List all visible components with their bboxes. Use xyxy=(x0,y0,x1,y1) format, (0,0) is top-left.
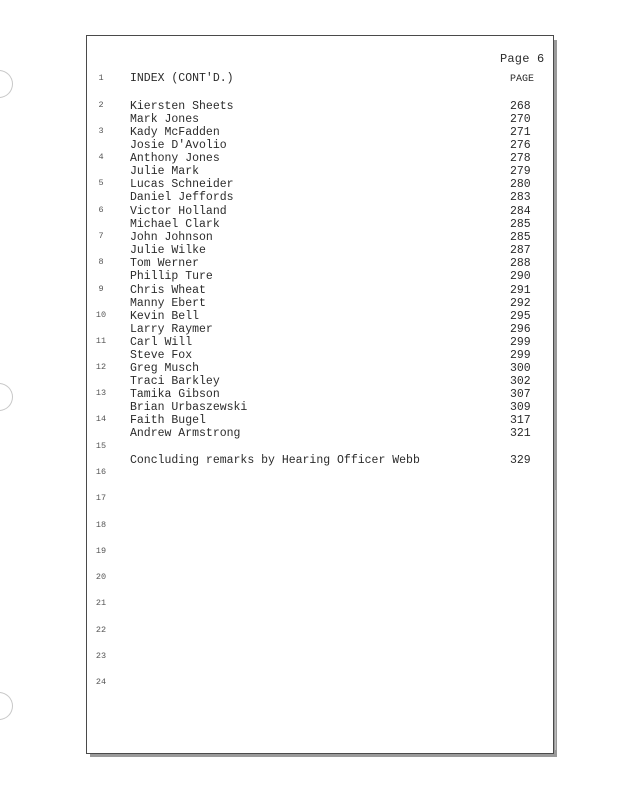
index-entry xyxy=(130,165,540,178)
index-entry xyxy=(130,191,540,204)
index-entry xyxy=(130,414,540,427)
line-number: 13 xyxy=(95,388,107,398)
index-entry xyxy=(130,244,540,257)
line-number: 17 xyxy=(95,493,107,503)
entry-page: 283 xyxy=(510,191,531,204)
entry-name: Lucas Schneider xyxy=(130,178,234,191)
sheet-shadow-bottom xyxy=(90,754,557,757)
page-number-label: Page 6 xyxy=(500,52,545,66)
line-number: 24 xyxy=(95,677,107,687)
line-number: 19 xyxy=(95,546,107,556)
line-number: 15 xyxy=(95,441,107,451)
entry-page: 280 xyxy=(510,178,531,191)
entry-name: Daniel Jeffords xyxy=(130,191,234,204)
entry-page: 284 xyxy=(510,205,531,218)
index-entry xyxy=(130,427,540,440)
entry-name: Mark Jones xyxy=(130,113,200,126)
line-number: 1 xyxy=(98,73,104,83)
index-entry xyxy=(130,218,540,231)
index-entry xyxy=(130,257,540,270)
entry-name: Greg Musch xyxy=(130,362,200,375)
index-entry xyxy=(130,113,540,126)
inner-margin-rule xyxy=(555,490,556,750)
line-number: 12 xyxy=(95,362,107,372)
entry-name: Kevin Bell xyxy=(130,310,200,323)
entry-page: 285 xyxy=(510,218,531,231)
line-number: 4 xyxy=(98,152,104,162)
index-entry xyxy=(130,362,540,375)
line-number: 5 xyxy=(98,178,104,188)
index-entry xyxy=(130,388,540,401)
index-entry xyxy=(130,284,540,297)
entry-name: Julie Wilke xyxy=(130,244,206,257)
line-number: 18 xyxy=(95,520,107,530)
binder-hole-top xyxy=(0,70,13,98)
line-number: 11 xyxy=(95,336,107,346)
index-entry xyxy=(130,126,540,139)
index-entry xyxy=(130,375,540,388)
entry-name: Manny Ebert xyxy=(130,297,206,310)
entry-name: Victor Holland xyxy=(130,205,227,218)
entry-page: 300 xyxy=(510,362,531,375)
index-heading: INDEX (CONT'D.) xyxy=(130,72,234,85)
entry-name: Michael Clark xyxy=(130,218,220,231)
entry-name: Carl Will xyxy=(130,336,193,349)
entry-page: 296 xyxy=(510,323,531,336)
index-entry xyxy=(130,205,540,218)
entry-page: 317 xyxy=(510,414,531,427)
line-number: 14 xyxy=(95,414,107,424)
entry-page: 295 xyxy=(510,310,531,323)
entry-page: 321 xyxy=(510,427,531,440)
entry-page: 307 xyxy=(510,388,531,401)
entry-page: 271 xyxy=(510,126,531,139)
line-number: 16 xyxy=(95,467,107,477)
entry-name: Concluding remarks by Hearing Officer Webb xyxy=(130,454,420,467)
entry-page: 270 xyxy=(510,113,531,126)
entry-page: 287 xyxy=(510,244,531,257)
entry-name: Larry Raymer xyxy=(130,323,213,336)
index-entry xyxy=(130,152,540,165)
entry-page: 302 xyxy=(510,375,531,388)
entry-name: Steve Fox xyxy=(130,349,193,362)
entry-name: Andrew Armstrong xyxy=(130,427,241,440)
entry-page: 279 xyxy=(510,165,531,178)
index-entry xyxy=(130,100,540,113)
entry-page: 292 xyxy=(510,297,531,310)
entry-page: 329 xyxy=(510,454,531,467)
entry-name: Faith Bugel xyxy=(130,414,206,427)
entry-name: Anthony Jones xyxy=(130,152,220,165)
line-number: 3 xyxy=(98,126,104,136)
index-entry xyxy=(130,336,540,349)
index-entry xyxy=(130,401,540,414)
index-entry xyxy=(130,178,540,191)
entry-page: 309 xyxy=(510,401,531,414)
index-entry xyxy=(130,297,540,310)
line-number: 6 xyxy=(98,205,104,215)
line-number: 23 xyxy=(95,651,107,661)
entry-name: Tamika Gibson xyxy=(130,388,220,401)
index-entry xyxy=(130,270,540,283)
line-number: 20 xyxy=(95,572,107,582)
entry-page: 299 xyxy=(510,336,531,349)
entry-page: 268 xyxy=(510,100,531,113)
index-entry xyxy=(130,310,540,323)
entry-page: 291 xyxy=(510,284,531,297)
entry-page: 276 xyxy=(510,139,531,152)
binder-hole-middle xyxy=(0,383,13,411)
entry-name: Josie D'Avolio xyxy=(130,139,227,152)
index-entry xyxy=(130,323,540,336)
line-number: 2 xyxy=(98,100,104,110)
entry-name: Chris Wheat xyxy=(130,284,206,297)
line-number: 22 xyxy=(95,625,107,635)
index-entry xyxy=(130,349,540,362)
entry-name: Phillip Ture xyxy=(130,270,213,283)
index-entry xyxy=(130,139,540,152)
entry-name: John Johnson xyxy=(130,231,213,244)
line-number: 9 xyxy=(98,284,104,294)
entry-page: 285 xyxy=(510,231,531,244)
entry-name: Kady McFadden xyxy=(130,126,220,139)
line-number: 8 xyxy=(98,257,104,267)
line-number: 10 xyxy=(95,310,107,320)
line-number: 21 xyxy=(95,598,107,608)
page-column-heading: PAGE xyxy=(509,74,534,85)
entry-name: Brian Urbaszewski xyxy=(130,401,248,414)
entry-name: Tom Werner xyxy=(130,257,200,270)
entry-page: 278 xyxy=(510,152,531,165)
concluding-remarks-entry xyxy=(130,454,540,467)
entry-name: Kiersten Sheets xyxy=(130,100,234,113)
index-entry xyxy=(130,231,540,244)
entry-name: Traci Barkley xyxy=(130,375,220,388)
binder-hole-bottom xyxy=(0,692,13,720)
line-number: 7 xyxy=(98,231,104,241)
entry-name: Julie Mark xyxy=(130,165,200,178)
entry-page: 290 xyxy=(510,270,531,283)
entry-page: 288 xyxy=(510,257,531,270)
entry-page: 299 xyxy=(510,349,531,362)
